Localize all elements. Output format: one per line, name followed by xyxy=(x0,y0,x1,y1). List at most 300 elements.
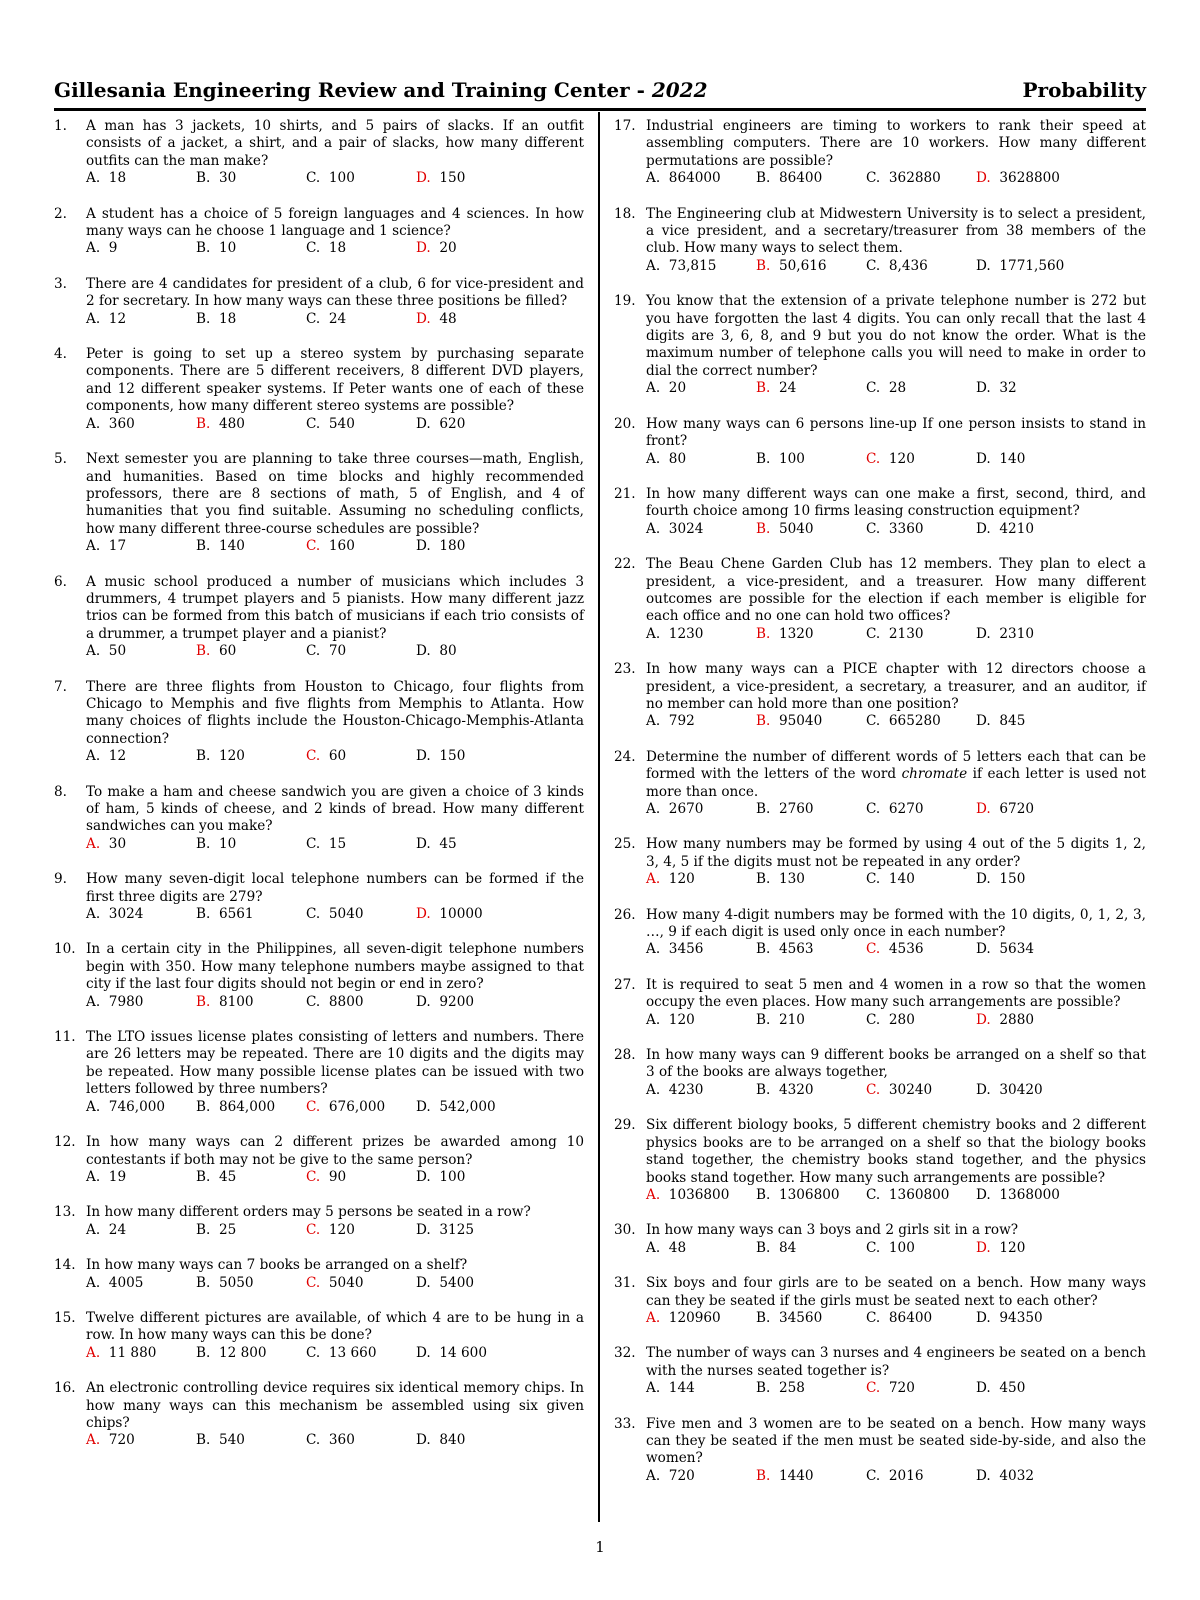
option-letter: A. xyxy=(86,538,101,555)
question-item xyxy=(54,871,584,923)
option-letter: A. xyxy=(86,1168,101,1185)
answer-option xyxy=(86,1275,196,1292)
option-value: 665280 xyxy=(888,713,941,730)
option-value: 120 xyxy=(668,1011,695,1028)
question-text: In a certain city in the Philippines, all seven-digit telephone numbers begin with 350. How many telephone numbers maybe assigned to that city if the last four digits should not begin or end in zero? xyxy=(86,941,584,993)
answer-options xyxy=(86,240,584,257)
option-value: 19 xyxy=(108,1168,127,1185)
answer-option xyxy=(416,1099,526,1116)
option-value: 864000 xyxy=(668,170,721,187)
answer-options xyxy=(86,994,584,1011)
left-column xyxy=(54,118,584,1450)
option-letter: B. xyxy=(196,1344,211,1361)
option-letter: C. xyxy=(866,1467,881,1484)
option-value: 10 xyxy=(218,240,237,257)
answer-option xyxy=(86,416,196,433)
option-value: 100 xyxy=(328,170,355,187)
option-value: 258 xyxy=(778,1380,805,1397)
title-year: 2022 xyxy=(651,78,708,102)
option-letter: A. xyxy=(646,1467,661,1484)
option-value: 8800 xyxy=(328,993,364,1010)
question-number: 18. xyxy=(614,205,636,222)
answer-option xyxy=(306,994,416,1011)
option-letter: A. xyxy=(86,643,101,660)
option-value: 864,000 xyxy=(218,1098,276,1115)
option-letter: B. xyxy=(196,538,211,555)
option-value: 150 xyxy=(999,871,1026,888)
answer-option xyxy=(196,906,306,923)
answer-option xyxy=(416,1432,526,1449)
question-number: 24. xyxy=(614,748,636,765)
option-value: 4005 xyxy=(108,1274,144,1291)
question-item xyxy=(54,276,584,328)
option-value: 18 xyxy=(218,310,237,327)
option-value: 30 xyxy=(108,835,127,852)
option-value: 95040 xyxy=(778,713,823,730)
option-letter: C. xyxy=(866,871,881,888)
option-letter: B. xyxy=(196,1274,211,1291)
question-number: 5. xyxy=(54,451,67,468)
answer-option xyxy=(866,801,976,818)
question-text: There are 4 candidates for president of a club, 6 for vice-president and 2 for secretary. In how many ways can these three positions be filled? xyxy=(86,275,584,310)
answer-option xyxy=(976,258,1086,275)
answer-option xyxy=(646,1240,756,1257)
option-letter: D. xyxy=(976,1081,991,1098)
answer-option xyxy=(866,871,976,888)
answer-option xyxy=(86,538,196,555)
answer-option-correct xyxy=(306,1222,416,1239)
answer-option xyxy=(416,643,526,660)
option-value: 14 600 xyxy=(439,1344,487,1361)
option-letter: B. xyxy=(756,625,771,642)
option-letter: B. xyxy=(756,871,771,888)
option-letter: D. xyxy=(416,310,431,327)
title-text: Gillesania Engineering Review and Training Center - xyxy=(54,78,652,102)
option-letter: D. xyxy=(416,170,431,187)
answer-option xyxy=(196,240,306,257)
question-item xyxy=(54,118,584,188)
answer-options xyxy=(86,1345,584,1362)
question-text: In how many ways can 3 boys and 2 girls sit in a row? xyxy=(646,1222,1019,1239)
option-letter: D. xyxy=(416,415,431,432)
option-letter: C. xyxy=(866,1309,881,1326)
option-value: 140 xyxy=(999,450,1026,467)
option-letter: A. xyxy=(646,1309,661,1326)
option-value: 4210 xyxy=(999,520,1035,537)
answer-option-correct xyxy=(306,538,416,555)
option-letter: A. xyxy=(646,871,661,888)
answer-option xyxy=(866,1310,976,1327)
option-value: 360 xyxy=(108,415,135,432)
option-letter: C. xyxy=(306,1168,321,1185)
option-value: 20 xyxy=(668,380,687,397)
option-value: 360 xyxy=(328,1432,355,1449)
option-value: 12 800 xyxy=(218,1344,267,1361)
answer-option-correct xyxy=(866,941,976,958)
question-text: How many numbers may be formed by using 4 out of the 5 digits 1, 2, 3, 4, 5 if the digits must not be repeated in any order? xyxy=(646,836,1146,870)
answer-option-correct xyxy=(646,1310,756,1327)
option-letter: A. xyxy=(86,240,101,257)
option-value: 5634 xyxy=(999,941,1035,958)
question-item xyxy=(614,486,1146,538)
answer-option-correct xyxy=(416,311,526,328)
question-number: 15. xyxy=(54,1309,76,1326)
answer-option-correct xyxy=(756,521,866,538)
answer-option xyxy=(306,836,416,853)
option-value: 840 xyxy=(439,1432,466,1449)
answer-options xyxy=(86,836,584,853)
question-number: 33. xyxy=(614,1415,636,1432)
answer-option xyxy=(86,170,196,187)
option-letter: D. xyxy=(976,1011,991,1028)
option-letter: C. xyxy=(306,1432,321,1449)
option-value: 720 xyxy=(668,1467,695,1484)
option-letter: D. xyxy=(416,906,431,923)
answer-option xyxy=(416,1169,526,1186)
question-number: 19. xyxy=(614,293,636,310)
answer-options xyxy=(86,1169,584,1186)
answer-option xyxy=(86,643,196,660)
answer-option xyxy=(416,1345,526,1362)
answer-option xyxy=(756,1012,866,1029)
question-item xyxy=(54,1310,584,1362)
option-letter: A. xyxy=(86,415,101,432)
option-letter: A. xyxy=(646,801,661,817)
option-value: 180 xyxy=(439,538,466,555)
question-item xyxy=(54,1029,584,1116)
option-value: 2760 xyxy=(778,801,814,817)
option-value: 18 xyxy=(108,170,127,187)
question-number: 6. xyxy=(54,573,67,590)
option-letter: C. xyxy=(306,1221,321,1238)
question-text-italic: chromate xyxy=(901,766,968,783)
answer-option xyxy=(756,1240,866,1257)
answer-options xyxy=(86,748,584,765)
option-letter: A. xyxy=(646,1186,661,1203)
option-value: 130 xyxy=(778,871,805,888)
answer-option-correct xyxy=(196,994,306,1011)
option-letter: A. xyxy=(86,170,101,187)
question-item xyxy=(614,1275,1146,1327)
answer-option xyxy=(646,1468,756,1485)
question-item xyxy=(54,574,584,661)
answer-option xyxy=(976,713,1086,730)
answer-option xyxy=(416,1222,526,1239)
answer-option-correct xyxy=(306,748,416,765)
question-text: How many ways can 6 persons line-up If one person insists to stand in front? xyxy=(646,415,1146,450)
answer-option xyxy=(196,538,306,555)
option-value: 1771,560 xyxy=(999,257,1065,274)
option-letter: A. xyxy=(86,1344,101,1361)
answer-option xyxy=(756,801,866,818)
question-number: 8. xyxy=(54,783,67,800)
option-letter: B. xyxy=(196,1432,211,1449)
option-letter: A. xyxy=(646,257,661,274)
option-letter: A. xyxy=(86,835,101,852)
answer-option xyxy=(976,521,1086,538)
answer-options xyxy=(86,906,584,923)
option-value: 11 880 xyxy=(108,1344,157,1361)
answer-option xyxy=(416,1275,526,1292)
option-value: 80 xyxy=(668,450,687,467)
option-value: 1368000 xyxy=(999,1186,1060,1203)
answer-option xyxy=(416,836,526,853)
option-value: 3360 xyxy=(888,520,924,537)
option-letter: A. xyxy=(86,1274,101,1291)
answer-option xyxy=(646,170,756,187)
option-value: 4320 xyxy=(778,1081,814,1098)
answer-option xyxy=(976,1187,1086,1204)
option-letter: C. xyxy=(306,170,321,187)
answer-option xyxy=(306,906,416,923)
answer-option-correct xyxy=(646,871,756,888)
question-number: 26. xyxy=(614,906,636,923)
answer-options xyxy=(86,416,584,433)
option-value: 3628800 xyxy=(999,170,1060,187)
option-letter: A. xyxy=(86,748,101,765)
page-number: 1 xyxy=(595,1538,605,1556)
option-letter: B. xyxy=(756,1239,771,1256)
answer-option xyxy=(646,1380,756,1397)
answer-option-correct xyxy=(866,1082,976,1099)
answer-option xyxy=(306,1345,416,1362)
option-value: 73,815 xyxy=(668,257,717,274)
option-letter: B. xyxy=(756,450,771,467)
option-letter: B. xyxy=(756,1081,771,1098)
answer-options xyxy=(646,1380,1146,1397)
option-value: 450 xyxy=(999,1380,1026,1397)
option-value: 100 xyxy=(439,1168,466,1185)
answer-option xyxy=(646,451,756,468)
question-text: In how many ways can 2 different prizes be awarded among 10 contestants if both may not be give to the same person? xyxy=(86,1134,584,1168)
option-value: 2670 xyxy=(668,801,704,817)
option-letter: C. xyxy=(306,240,321,257)
option-letter: D. xyxy=(976,713,991,730)
option-value: 30 xyxy=(218,170,237,187)
option-value: 8,436 xyxy=(888,257,928,274)
option-value: 50 xyxy=(108,643,127,660)
option-value: 5040 xyxy=(328,906,364,923)
question-item xyxy=(614,1222,1146,1257)
answer-option-correct xyxy=(86,836,196,853)
option-letter: D. xyxy=(976,1380,991,1397)
option-value: 12 xyxy=(108,310,127,327)
question-number: 16. xyxy=(54,1380,76,1397)
answer-options xyxy=(646,1012,1146,1029)
option-value: 5400 xyxy=(439,1274,475,1291)
option-value: 6270 xyxy=(888,801,924,817)
option-letter: A. xyxy=(86,1432,101,1449)
option-letter: B. xyxy=(756,380,771,397)
option-value: 2016 xyxy=(888,1467,924,1484)
option-value: 2310 xyxy=(999,625,1035,642)
option-letter: A. xyxy=(86,906,101,923)
answer-option-correct xyxy=(976,170,1086,187)
option-value: 9200 xyxy=(439,993,475,1010)
answer-option xyxy=(306,240,416,257)
answer-option xyxy=(866,170,976,187)
answer-option xyxy=(866,258,976,275)
option-letter: D. xyxy=(416,643,431,660)
option-value: 86400 xyxy=(778,170,823,187)
question-item xyxy=(614,118,1146,188)
option-letter: C. xyxy=(866,1186,881,1203)
option-letter: D. xyxy=(416,240,431,257)
question-item xyxy=(54,1380,584,1450)
answer-option xyxy=(756,1380,866,1397)
question-text: A student has a choice of 5 foreign languages and 4 sciences. In how many ways can he choose 1 language and 1 science? xyxy=(86,205,584,240)
answer-option-correct xyxy=(416,240,526,257)
question-text: Six boys and four girls are to be seated on a bench. How many ways can they be seated if the girls must be seated next to each other? xyxy=(646,1275,1146,1309)
option-letter: D. xyxy=(416,1432,431,1449)
answer-option-correct xyxy=(196,643,306,660)
option-value: 8100 xyxy=(218,993,254,1010)
option-value: 32 xyxy=(999,380,1017,397)
answer-option xyxy=(196,1099,306,1116)
option-letter: B. xyxy=(196,240,211,257)
option-value: 80 xyxy=(439,643,457,660)
option-value: 100 xyxy=(778,450,805,467)
question-text: It is required to seat 5 men and 4 women in a row so that the women occupy the even places. How many such arrangements are possible? xyxy=(646,976,1146,1011)
option-value: 4230 xyxy=(668,1081,704,1098)
option-letter: B. xyxy=(196,170,211,187)
option-value: 18 xyxy=(328,240,347,257)
option-letter: D. xyxy=(416,835,431,852)
answer-option xyxy=(866,521,976,538)
option-letter: D. xyxy=(416,993,431,1010)
option-letter: C. xyxy=(306,748,321,765)
question-item xyxy=(54,679,584,766)
question-number: 30. xyxy=(614,1222,636,1239)
option-letter: A. xyxy=(646,1380,661,1397)
question-number: 23. xyxy=(614,661,636,678)
document-title xyxy=(54,78,708,102)
option-value: 30420 xyxy=(999,1081,1043,1098)
answer-option xyxy=(416,994,526,1011)
option-letter: D. xyxy=(976,170,991,187)
option-value: 7980 xyxy=(108,993,144,1010)
option-letter: A. xyxy=(86,1221,101,1238)
option-letter: D. xyxy=(416,1168,431,1185)
option-letter: B. xyxy=(756,1467,771,1484)
option-letter: D. xyxy=(416,1221,431,1238)
answer-option xyxy=(866,626,976,643)
option-value: 5050 xyxy=(218,1274,254,1291)
question-text-part: if each letter is used not more than once. xyxy=(646,766,1146,800)
answer-option-correct xyxy=(756,1468,866,1485)
option-value: 720 xyxy=(888,1380,915,1397)
answer-option-correct xyxy=(416,906,526,923)
question-item xyxy=(54,206,584,258)
answer-option xyxy=(976,626,1086,643)
answer-option xyxy=(196,836,306,853)
option-value: 20 xyxy=(439,240,457,257)
option-letter: C. xyxy=(866,520,881,537)
option-letter: C. xyxy=(306,310,321,327)
option-letter: B. xyxy=(756,170,771,187)
question-item xyxy=(614,977,1146,1029)
answer-option xyxy=(866,1012,976,1029)
option-letter: A. xyxy=(646,1239,661,1256)
option-letter: D. xyxy=(416,1344,431,1361)
answer-option xyxy=(976,380,1086,397)
option-value: 4536 xyxy=(888,941,924,958)
option-value: 3125 xyxy=(439,1221,475,1238)
answer-option-correct xyxy=(756,258,866,275)
answer-option-correct xyxy=(306,1169,416,1186)
answer-option-correct xyxy=(306,1275,416,1292)
option-value: 15 xyxy=(328,835,347,852)
answer-options xyxy=(86,1099,584,1116)
answer-option xyxy=(86,994,196,1011)
option-value: 676,000 xyxy=(328,1098,386,1115)
answer-options xyxy=(646,1468,1146,1485)
option-letter: B. xyxy=(756,1380,771,1397)
option-value: 17 xyxy=(108,538,127,555)
answer-option xyxy=(646,258,756,275)
answer-option xyxy=(416,538,526,555)
option-letter: B. xyxy=(196,643,211,660)
question-number: 28. xyxy=(614,1047,636,1064)
option-value: 120 xyxy=(668,871,695,888)
question-number: 20. xyxy=(614,415,636,432)
question-text: Next semester you are planning to take three courses—math, English, and humanities. Based on time blocks and highly recommended professors, there are 8 sections of math, 5 of English, and 4 of humanities that you find suitable. Assuming no scheduling conflicts, how many different three-course schedules are possible? xyxy=(86,451,584,537)
answer-option xyxy=(196,1432,306,1449)
option-letter: B. xyxy=(196,415,211,432)
question-text: Five men and 3 women are to be seated on a bench. How many ways can they be seated if the men must be seated side-by-side, and also the women? xyxy=(646,1415,1146,1467)
option-letter: C. xyxy=(866,713,881,730)
option-letter: C. xyxy=(306,415,321,432)
question-text: An electronic controlling device requires six identical memory chips. In how many ways can this mechanism be assembled using six given chips? xyxy=(86,1380,584,1431)
question-item xyxy=(614,206,1146,276)
option-letter: A. xyxy=(646,380,661,397)
answer-option-correct xyxy=(976,1240,1086,1257)
answer-options xyxy=(646,941,1146,958)
subject-title: Probability xyxy=(1022,78,1146,102)
question-number: 12. xyxy=(54,1134,76,1151)
option-value: 720 xyxy=(108,1432,135,1449)
question-text: Six different biology books, 5 different chemistry books and 2 different physics books are to be arranged on a shelf so that the biology books stand together, the chemistry books stand together, and the physics books stand together. How many such arrangements are possible? xyxy=(646,1117,1146,1186)
option-letter: B. xyxy=(196,906,211,923)
option-letter: D. xyxy=(976,1186,991,1203)
option-letter: B. xyxy=(756,941,771,958)
option-letter: D. xyxy=(976,380,991,397)
option-letter: C. xyxy=(866,450,881,467)
question-text: In how many different orders may 5 persons be seated in a row? xyxy=(86,1204,531,1221)
question-item xyxy=(614,749,1146,819)
answer-options xyxy=(646,713,1146,730)
answer-option xyxy=(976,871,1086,888)
answer-option xyxy=(866,380,976,397)
option-letter: C. xyxy=(306,993,321,1010)
question-number: 21. xyxy=(614,485,636,502)
option-value: 94350 xyxy=(999,1309,1043,1326)
option-value: 48 xyxy=(668,1239,687,1256)
option-value: 480 xyxy=(218,415,245,432)
option-value: 540 xyxy=(218,1432,245,1449)
question-item xyxy=(54,941,584,1011)
question-item xyxy=(54,784,584,854)
column-divider xyxy=(598,112,600,1522)
answer-options xyxy=(86,1275,584,1292)
answer-option xyxy=(196,1345,306,1362)
option-letter: B. xyxy=(756,713,771,730)
option-letter: D. xyxy=(416,538,431,555)
option-letter: C. xyxy=(306,906,321,923)
question-text: A music school produced a number of musicians which includes 3 drummers, 4 trumpet players and 5 pianists. How many different jazz trios can be formed from this batch of musicians if each trio consists of a drummer, a trumpet player and a pianist? xyxy=(86,573,584,642)
option-letter: B. xyxy=(756,520,771,537)
option-letter: B. xyxy=(756,257,771,274)
